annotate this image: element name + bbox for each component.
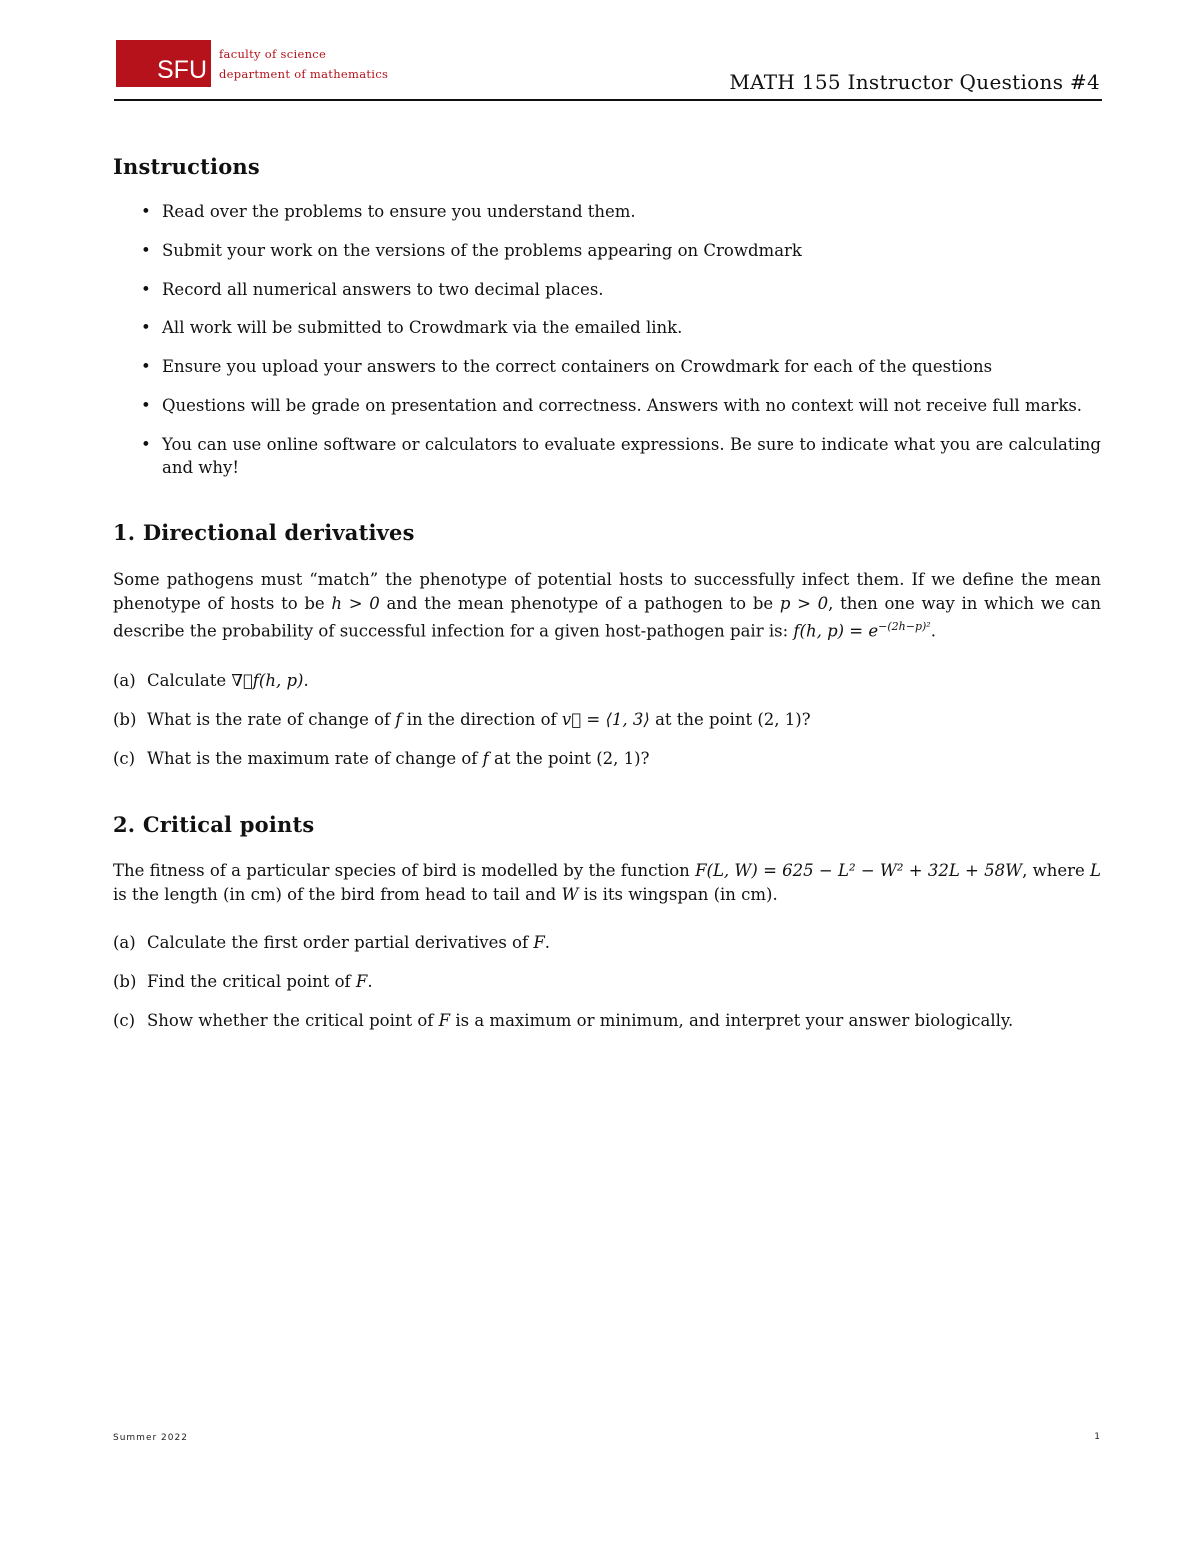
part-text: Show whether the critical point of (147, 1011, 439, 1030)
q2-part-a (113, 931, 1101, 954)
q1-math-h: h > 0 (331, 593, 380, 613)
logo-line-department: department of mathematics (219, 67, 389, 81)
q2-intro-text: The fitness of a particular species of bird is modelled by the function (113, 861, 696, 880)
part-text: Calculate (147, 671, 232, 690)
part-math: F (355, 972, 368, 991)
q2-intro-text: is its wingspan (in cm). (578, 884, 778, 904)
page-number: 1 (1094, 1432, 1100, 1442)
q1-math-f: f(h, p) = e (793, 621, 879, 641)
q2-math-L: L (1090, 861, 1101, 880)
part-math: f (482, 749, 489, 768)
instructions-list (113, 200, 1101, 479)
part-text: . (367, 972, 373, 991)
sfu-logo (116, 40, 211, 87)
list-item: • All work will be submitted to Crowdmark via the emailed link. (113, 316, 1101, 339)
logo-line-faculty: faculty of science (219, 47, 327, 61)
part-text: at the point (2, 1)? (488, 749, 650, 768)
part-text: . (303, 671, 309, 690)
q1-intro-text: Some pathogens must “match” the phenotype of potential hosts to successfully infect them. If we define the mean phenotype of hosts to be (113, 570, 1101, 613)
q1-heading: 1. Directional derivatives (113, 520, 415, 545)
list-item: • Record all numerical answers to two decimal places. (113, 278, 1101, 301)
q1-intro-text: . (930, 621, 936, 641)
q2-part-c (113, 1009, 1101, 1032)
part-label: (a) (113, 671, 136, 690)
footer-term: Summer 2022 (113, 1433, 188, 1443)
list-item: • Read over the problems to ensure you understand them. (113, 200, 1101, 223)
q2-intro-text: , where (1022, 861, 1091, 880)
part-math: v⃗ = ⟨1, 3⟩ (561, 710, 650, 729)
instructions-heading: Instructions (113, 154, 260, 179)
document-body (113, 150, 1101, 1032)
part-label: (b) (113, 710, 137, 729)
q1-math-p: p > 0 (779, 593, 829, 613)
q1-intro-text: , then one way in which we can describe the probability of successful infection for a given host-pathogen pair is: (113, 593, 1102, 641)
q1-part-c (113, 747, 1101, 770)
part-math: F (533, 933, 545, 952)
q1-part-b (113, 708, 1101, 731)
page-title: MATH 155 Instructor Questions #4 (729, 70, 1100, 94)
q2-math-W: W (561, 884, 579, 904)
q1-part-a (113, 669, 1101, 692)
part-math: F (438, 1011, 451, 1030)
part-label: (a) (113, 933, 136, 952)
part-math: ∇⃗f(h, p) (231, 671, 304, 690)
list-item: • You can use online software or calculators to evaluate expressions. Be sure to indicate what you are calculating and why! (113, 433, 1101, 479)
part-label: (c) (113, 1011, 136, 1030)
part-label: (b) (113, 972, 137, 991)
q1-intro (113, 568, 1101, 643)
part-text: Calculate the first order partial derivatives of (147, 933, 534, 952)
part-text: . (544, 933, 551, 952)
part-label: (c) (113, 749, 136, 768)
part-text: Find the critical point of (147, 972, 356, 991)
list-item: • Questions will be grade on presentation and correctness. Answers with no context will not receive full marks. (113, 394, 1101, 417)
q2-math-function: F(L, W) = 625 − L² − W² + 32L + 58W (695, 861, 1023, 880)
list-item: • Submit your work on the versions of the problems appearing on Crowdmark (113, 239, 1101, 262)
part-text: in the direction of (401, 710, 562, 729)
part-text: is a maximum or minimum, and interpret your answer biologically. (450, 1011, 1014, 1030)
part-text: at the point (2, 1)? (649, 710, 811, 729)
list-item: • Ensure you upload your answers to the correct containers on Crowdmark for each of the questions (113, 355, 1101, 378)
part-text: What is the rate of change of (147, 710, 396, 729)
part-text: What is the maximum rate of change of (147, 749, 483, 768)
q1-math-exponent: −(2h−p)² (878, 620, 931, 633)
q2-heading: 2. Critical points (113, 812, 315, 837)
q2-intro (113, 859, 1101, 906)
header-divider (114, 99, 1102, 101)
part-math: f (395, 710, 402, 729)
sfu-logo-text: SFU (157, 56, 207, 84)
q2-part-b (113, 970, 1101, 993)
q2-intro-text: is the length (in cm) of the bird from head to tail and (113, 884, 562, 904)
logo-caption (219, 44, 388, 84)
q1-intro-text: and the mean phenotype of a pathogen to be (379, 593, 780, 613)
